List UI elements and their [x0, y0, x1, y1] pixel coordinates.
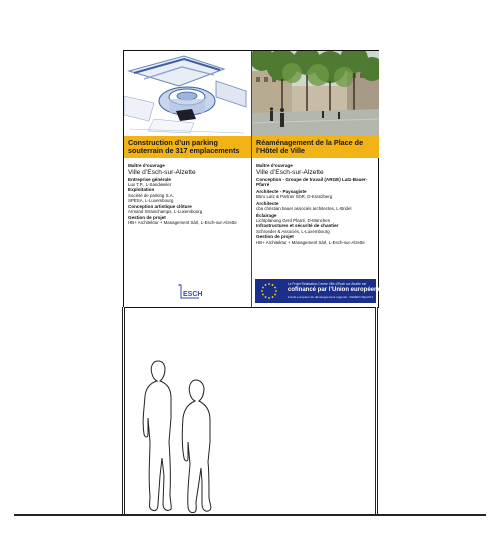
people-silhouettes: [138, 358, 230, 516]
credit-block: [256, 201, 376, 212]
credit-heading: Exploitation: [128, 187, 155, 193]
parking-credits: [128, 163, 248, 225]
credit-value: Schroeder & Associés, L-Luxembourg: [256, 229, 330, 235]
credit-block: [128, 215, 248, 226]
eu-funding-banner: [255, 279, 385, 303]
credit-block: [256, 163, 376, 177]
eu-star-icon: [268, 297, 270, 299]
credit-heading: Conception artistique clôture: [128, 203, 192, 209]
sign-board: [123, 50, 385, 308]
eu-star-icon: [274, 294, 276, 296]
eu-text-line2: cofinancé par l’Union européenne: [288, 287, 385, 293]
eu-star-icon: [275, 290, 277, 292]
credit-value: Lichtplanung Gerd Pfarré, D-München: [256, 218, 331, 224]
credit-value: Büro Latz & Partner GbR, D-Kranzberg: [256, 194, 333, 200]
credit-heading: Maître d’ouvrage: [256, 163, 293, 168]
credit-block: [128, 163, 248, 177]
credit-block: [256, 223, 376, 234]
eu-text-line1: Le Projet Réalisation Centre Ville d’Esch sur Alzette est: [288, 282, 367, 286]
sign-post-left: [122, 307, 125, 516]
credit-block: [256, 189, 376, 200]
plaza-panel: [252, 51, 385, 307]
credit-heading: Architecte: [256, 200, 279, 206]
credit-block: [128, 177, 248, 188]
eu-star-icon: [272, 284, 274, 286]
ground-line: [14, 514, 486, 516]
eu-star-icon: [261, 290, 263, 292]
eu-star-icon: [265, 296, 267, 298]
plaza-credits: [256, 163, 376, 245]
parking-panel: [124, 51, 251, 307]
credit-block: [128, 187, 248, 203]
eu-star-icon: [268, 283, 270, 285]
credit-value: Lux T.P., L-Sandweiler: [128, 182, 172, 188]
credit-heading: Architecte - Paysagiste: [256, 188, 307, 194]
credit-block: [256, 177, 376, 188]
plaza-title-banner: [252, 136, 379, 158]
credit-heading: Maître d’ouvrage: [128, 163, 165, 168]
credit-value: cba christian bauer associés architectes, L-Bridel: [256, 206, 352, 212]
credit-heading: Gestion de projet: [256, 234, 294, 240]
eu-star-icon: [262, 287, 264, 289]
credit-heading: Entreprise générale: [128, 176, 171, 182]
credit-block: [256, 213, 376, 224]
plaza-photo: [252, 51, 379, 136]
credit-value: HB+ Architektur + Management Sàrl, L-Esch-sur-Alzette: [256, 239, 365, 245]
credit-value: Société de parking S.A. SPESA, L-Luxembourg: [128, 193, 174, 204]
eu-text-line3: Fonds européen de développement régional - FEDER Objectif 2: [288, 295, 374, 299]
credit-heading: Infrastructures et sécurité de chantier: [256, 223, 339, 229]
credit-block: [128, 204, 248, 215]
credit-heading: Éclairage: [256, 212, 277, 218]
parking-illustration: [124, 51, 251, 136]
parking-title: Construction d’un parking souterrain de 317 emplacements: [128, 138, 240, 156]
eu-star-icon: [274, 287, 276, 289]
eu-star-icon: [262, 294, 264, 296]
eu-flag-stars-icon: [258, 280, 280, 302]
credit-value: Ville d’Esch-sur-Alzette: [256, 168, 324, 176]
esch-logo: [176, 284, 202, 302]
credit-heading: Gestion de projet: [128, 214, 166, 220]
eu-star-icon: [272, 296, 274, 298]
credit-value: Ville d’Esch-sur-Alzette: [128, 168, 196, 176]
parking-title-banner: [124, 136, 251, 158]
sign-post-right: [375, 307, 378, 516]
esch-logo-text: ESCH: [183, 291, 202, 298]
credit-block: [256, 234, 376, 245]
credit-value: HB+ Architektur + Management Sàrl, L-Esch-sur-Alzette: [128, 220, 237, 226]
plaza-title: Réaménagement de la Place de l’Hôtel de Ville: [256, 138, 364, 156]
credit-value: Armand Strainchamps, L-Luxembourg: [128, 209, 203, 215]
eu-star-icon: [265, 284, 267, 286]
credit-heading: Conception - Groupe de travail (ARGE) Latz-Bauer-Pfarré: [256, 176, 368, 188]
